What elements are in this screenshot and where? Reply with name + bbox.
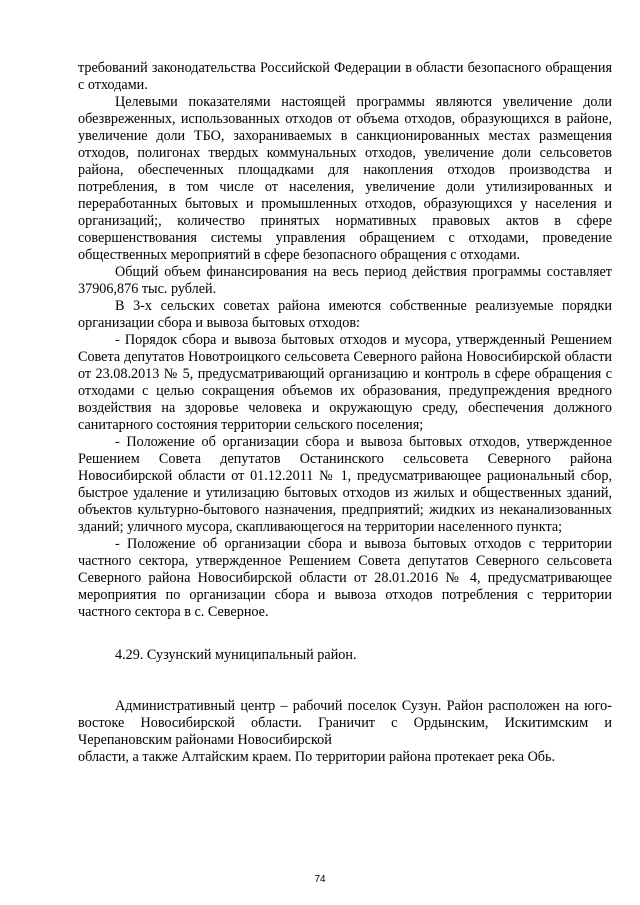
paragraph-continuation: требований законодательства Российской Федерации в области безопасного обращения с отходами.: [78, 60, 612, 93]
paragraph-suzun-intro: Административный центр – рабочий поселок Сузун. Район расположен на юго-востоке Новосибирской области. Граничит с Ордынским, Искитимским и Черепановским районами Новосибирской: [78, 698, 612, 748]
paragraph-financing: Общий объем финансирования на весь период действия программы составляет 37906,876 тыс. рублей.: [78, 264, 612, 297]
paragraph-suzun-continuation: области, а также Алтайским краем. По территории района протекает река Обь.: [78, 749, 556, 765]
section-heading: 4.29. Сузунский муниципальный район.: [115, 647, 357, 663]
list-item-novotroitsky: - Порядок сбора и вывоза бытовых отходов и мусора, утвержденный Решением Совета депутатов Новотроицкого сельсовета Северного района Новосибирской области от 23.08.2013 № 5, предусматривающий организацию и контроль в сфере обращения с отходами с целью сокращения объемов их образования, предупреждения вредного воздействия на здоровье человека и окружающую среду, обеспечения должного санитарного состояния территории сельского поселения;: [78, 332, 612, 433]
document-page: [78, 60, 612, 766]
page-number: 74: [314, 874, 326, 885]
list-item-ostaninsky: - Положение об организации сбора и вывоза бытовых отходов, утвержденное Решением Совета депутатов Останинского сельсовета Северного района Новосибирской области от 01.12.2011 № 1, предусматривающее рациональный сбор, быстрое удаление и утилизацию бытовых отходов из жилых и общественных зданий, объектов культурно-бытового назначения, предприятий; жидких из неканализованных зданий; уличного мусора, скапливающегося на территории населенного пункта;: [78, 434, 612, 535]
paragraph-targets: Целевыми показателями настоящей программы являются увеличение доли обезвреженных, использованных отходов от объема отходов, образующихся в районе, увеличение доли ТБО, захораниваемых в санкционированных местах размещения отходов, полигонах твердых коммунальных отходов, увеличение доли сельсоветов района, обеспеченных площадками для накопления отходов производства и потребления, в том числе от населения, увеличение доли утилизированных и переработанных бытовых и промышленных отходов, образующихся у населения и организаций;, количество принятых нормативных правовых актов в сфере совершенствования системы управления обращением с отходами, проведение общественных мероприятий в сфере безопасного обращения с отходами.: [78, 94, 612, 263]
paragraph-procedures-intro: В 3-х сельских советах района имеются собственные реализуемые порядки организации сбора и вывоза бытовых отходов:: [78, 298, 612, 331]
list-item-severny: - Положение об организации сбора и вывоза бытовых отходов с территории частного сектора, утвержденное Решением Совета депутатов Северного сельсовета Северного района Новосибирской области от 28.01.2016 № 4, предусматривающее мероприятия по организации сбора и вывоза отходов потребления с территории частного сектора в с. Северное.: [78, 536, 612, 620]
